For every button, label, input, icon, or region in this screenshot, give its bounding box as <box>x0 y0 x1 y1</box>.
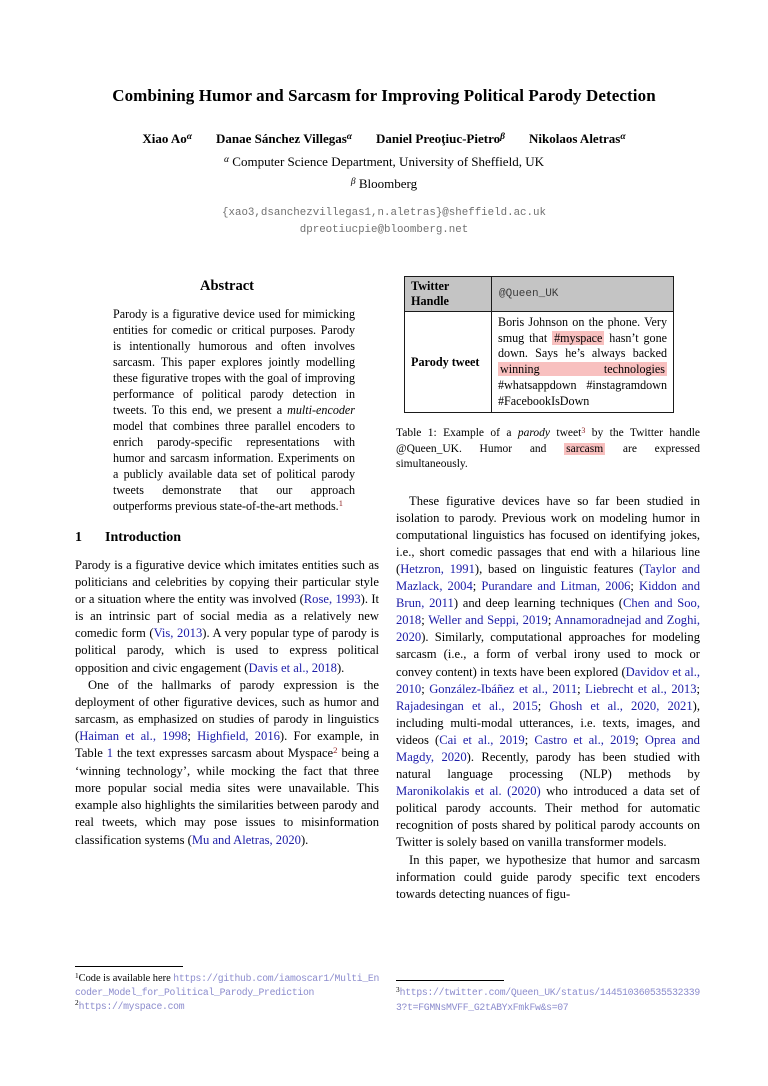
text-run: being a ‘winning technology’, while mocking the fact that three more popular social media sites were unavailable. This example also highlights the similarities between parody and real tweets, which may pose issues to misinformation classification systems ( <box>75 746 379 847</box>
highlighted-text: sarcasm <box>566 443 604 456</box>
abstract-heading: Abstract <box>200 278 254 294</box>
citation-link[interactable]: Rose, 1993 <box>303 592 361 607</box>
footnote-ref[interactable]: 1 <box>338 498 343 509</box>
table-1 <box>404 276 674 413</box>
table-1-header-row <box>405 277 674 312</box>
text-run: ). It is an intrinsic part of social media as a relatively new comedic form ( <box>75 592 380 641</box>
intro-paragraph-2 <box>75 677 379 849</box>
citation-link[interactable]: 1 <box>106 746 114 761</box>
citation-link[interactable]: Weller and Seppi, 2019 <box>428 613 548 628</box>
left-column <box>75 276 379 1014</box>
citation-link[interactable]: Castro et al., 2019 <box>534 732 636 747</box>
italic-text: multi-encoder <box>287 403 355 417</box>
url-link[interactable]: https://twitter.com/Queen_UK/status/1445103605355323393?t=FGMNsMVFF_G2tABYxFmkFw&s=07 <box>396 987 700 1013</box>
citation-link[interactable]: Annamoradnejad and Zoghi, 2020 <box>396 613 701 645</box>
author-name: Daniel Preoţiuc-Pietro <box>376 131 501 146</box>
left-footnotes <box>75 966 379 1014</box>
text-run: ). A very popular type of parody is political parody, which is used to express political opposition and civic engagement ( <box>75 626 379 675</box>
citation-link[interactable]: Mu and Aletras, 2020 <box>191 832 301 847</box>
footnote-marker: 3 <box>396 985 400 994</box>
text-run: by the Twitter handle @Queen_UK. Humor and <box>396 427 701 456</box>
text-run: model that combines three parallel encoders to enrich parody-specific representations with humor and sarcasm information. Experiments on a publicly available data set of political parody tweets demonstrate that our approach outperforms previous state-of-the-art methods. <box>113 419 355 513</box>
text-run: ). Recently, parody has been studied with natural language processing (NLP) methods by <box>396 750 700 782</box>
url-link[interactable]: https://github.com/iamoscar1/Multi_Encoder_Model_for_Political_Parody_Prediction <box>75 972 380 999</box>
paper-header <box>0 0 768 239</box>
author-name: Danae Sánchez Villegas <box>216 131 347 146</box>
text-run: ) and deep learning techniques ( <box>453 596 623 611</box>
text-run: ; <box>524 732 535 747</box>
citation-link[interactable]: Kiddon and Brun, 2011 <box>396 579 701 611</box>
table-1-tweet-row <box>405 312 674 413</box>
related-work-paragraph <box>396 493 700 852</box>
text-run: #whatsappdown #instagramdown #FacebookIsDown <box>498 377 667 408</box>
author-affil-mark: β <box>500 132 505 142</box>
citation-link[interactable]: Ghosh et al., 2020, 2021 <box>549 698 693 713</box>
table-1-twitter-handle: @Queen_UK <box>492 277 674 312</box>
citation-link[interactable]: Chen and Soo, 2018 <box>396 596 700 628</box>
text-run: who introduced a data set of political parody accounts. Their method for automatic recognition of posts shared by political parody accounts on Twitter is solely based on vanilla transformer models. <box>396 784 700 850</box>
text-run: These figurative devices have so far been studied in isolation to parody. Previous work on modeling humor in computational linguistics has focused on identifying jokes, i.e., short comedic passages that end with a hilarious line ( <box>396 493 700 576</box>
paper-title: Combining Humor and Sarcasm for Improving Political Parody Detection <box>112 86 656 105</box>
email-line: dpreotiucpie@bloomberg.net <box>299 224 469 236</box>
right-footnotes <box>396 980 700 1014</box>
text-run: ). Similarly, computational approaches for modeling sarcasm (i.e., a form of verbal irony used to mock or convey content) in texts have been explored ( <box>396 630 700 679</box>
footnote-marker: 1 <box>75 971 79 980</box>
footnote-1 <box>75 972 379 1000</box>
text-run: ; <box>577 681 586 696</box>
right-column <box>396 276 700 1014</box>
text-run: ; <box>421 613 429 628</box>
text-run: Table 1: Example of a <box>396 427 518 440</box>
author <box>142 131 192 147</box>
citation-link[interactable]: Haiman et al., 1998 <box>79 728 188 743</box>
citation-link[interactable]: Oprea and Magdy, 2020 <box>396 732 700 765</box>
footnote-rule <box>75 966 183 967</box>
text-run: ; <box>421 681 430 696</box>
text-run: are expressed simultaneously. <box>396 443 700 470</box>
section-number: 1 <box>75 530 82 545</box>
text-run: ; <box>187 728 198 743</box>
citation-link[interactable]: Cai et al., 2019 <box>439 732 525 747</box>
author-affil-mark: α <box>346 132 353 142</box>
email-line: {xao3,dsanchezvillegas1,n.aletras}@sheffield.ac.uk <box>222 207 546 219</box>
text-run: ; <box>537 698 550 713</box>
text-run: Parody is a figurative device which imitates entities such as politicians and celebrities by copying their particular style or a situation where the entity was involved ( <box>75 558 379 607</box>
text-run: ; <box>696 681 701 696</box>
text-run: ). For example, in Table <box>75 728 379 761</box>
text-run: tweet <box>550 427 582 440</box>
citation-link[interactable]: González-Ibáñez et al., 2011 <box>429 681 578 696</box>
text-run: Parody is a figurative device used for mimicking entities for comedic or critical purposes. Parody is intentionally humorous and often involves sarcasm. This paper explores jointly modelling these figurative tropes with the goal of improving performance of political parody detection in tweets. To this end, we present a <box>113 307 355 417</box>
highlighted-text: #myspace <box>554 330 603 345</box>
text-run: ; <box>635 732 645 747</box>
table-1-caption <box>396 426 700 471</box>
text-run: Code is available here <box>78 972 174 984</box>
text-run: One of the hallmarks of parody expression is the deployment of other figurative devices, such as humor and sarcasm, as emphasized on studies of parody in linguistics ( <box>75 677 379 743</box>
abstract-text <box>113 306 355 515</box>
text-run: ; <box>630 579 639 594</box>
citation-link[interactable]: Highfield, 2016 <box>197 728 280 743</box>
footnote-ref[interactable]: 3 <box>581 425 586 435</box>
text-run: ), based on linguistic features ( <box>474 561 644 576</box>
author-emails <box>0 205 768 239</box>
footnote-marker: 2 <box>75 999 79 1008</box>
table-1-header-label: Twitter Handle <box>405 277 492 312</box>
author-line <box>0 131 768 147</box>
footnote-2 <box>75 1000 379 1014</box>
text-run: hasn’t gone down. Says he’s always backed <box>498 330 667 361</box>
citation-link[interactable]: Vis, 2013 <box>153 626 203 641</box>
citation-link[interactable]: Taylor and Mazlack, 2004 <box>396 561 700 594</box>
text-run: ), including multi-modal utterances, i.e. texts, images, and videos ( <box>396 698 700 747</box>
citation-link[interactable]: Maronikolakis et al. (2020) <box>396 784 541 799</box>
text-run: ). <box>300 832 309 847</box>
text-run: ; <box>472 579 482 594</box>
affiliations <box>0 152 768 196</box>
table-1-tweet-text <box>492 312 674 413</box>
section-title: Introduction <box>105 530 181 545</box>
footnote-ref[interactable]: 2 <box>333 745 338 756</box>
section-heading-introduction <box>75 530 379 546</box>
affiliation-text: Bloomberg <box>355 176 418 191</box>
citation-link[interactable]: Purandare and Litman, 2006 <box>481 579 631 594</box>
footnote-3 <box>396 986 700 1014</box>
author-affil-mark: α <box>186 132 193 142</box>
text-run: the text expresses sarcasm about Myspace <box>113 746 334 761</box>
author-affil-mark: α <box>620 132 626 142</box>
author-name: Nikolaos Aletras <box>529 131 621 146</box>
citation-link[interactable]: Rajadesingan et al., 2015 <box>396 698 538 713</box>
citation-link[interactable]: Davidov et al., 2010 <box>396 664 700 696</box>
affiliation-line <box>0 152 768 174</box>
footnote-rule <box>396 980 504 981</box>
text-run: ; <box>547 613 555 628</box>
contribution-paragraph <box>396 852 700 903</box>
italic-text: parody <box>517 427 551 440</box>
intro-paragraph-1 <box>75 557 379 677</box>
text-run: In this paper, we hypothesize that humor and sarcasm information could guide parody specific text encoders towards detecting nuances of figu- <box>396 852 700 901</box>
affil-mark: α <box>224 155 230 165</box>
author-name: Xiao Ao <box>142 131 187 146</box>
citation-link[interactable]: Davis et al., 2018 <box>248 660 337 675</box>
table-1-row-label: Parody tweet <box>405 312 492 413</box>
affiliation-line <box>0 174 768 196</box>
affil-mark: β <box>350 177 356 187</box>
text-run: ). <box>336 660 345 675</box>
citation-link[interactable]: Hetzron, 1991 <box>400 561 475 576</box>
citation-link[interactable]: Liebrecht et al., 2013 <box>585 681 697 696</box>
text-run: Boris Johnson on the phone. Very smug that <box>498 315 667 345</box>
author <box>376 131 505 147</box>
highlighted-text: winning technologies <box>500 362 665 377</box>
author <box>216 131 352 147</box>
author <box>529 131 626 147</box>
two-column-body <box>75 276 700 1014</box>
affiliation-text: Computer Science Department, University of Sheffield, UK <box>229 154 544 169</box>
url-link[interactable]: https://myspace.com <box>78 1000 185 1012</box>
